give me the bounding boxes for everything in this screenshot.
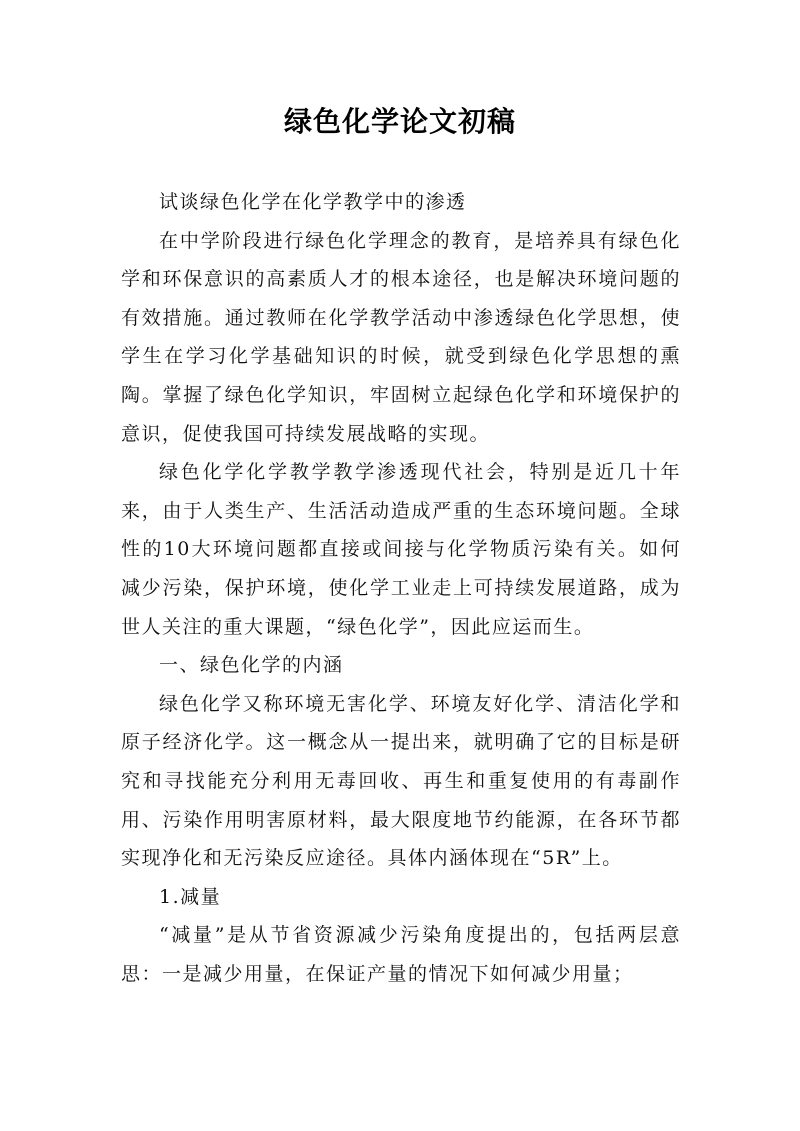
document-title: 绿色化学论文初稿 (283, 105, 516, 138)
document-body (121, 183, 681, 993)
paragraph-intro: 在中学阶段进行绿色化学理念的教育，是培养具有绿色化学和环保意识的高素质人才的根本途径，也是解决环境问题的有效措施。通过教师在化学教学活动中渗透绿色化学思想，使学生在学习化学基础知识的时候，就受到绿色化学思想的熏陶。掌握了绿色化学知识，牢固树立起绿色化学和环境保护的意识，促使我国可持续发展战略的实现。 (121, 229, 681, 445)
section-heading-1: 一、绿色化学的内涵 (159, 654, 344, 677)
paragraph-background: 绿色化学化学教学教学渗透现代社会，特别是近几十年来，由于人类生产、生活活动造成严重的生态环境问题。全球性的10大环境问题都直接或间接与化学物质污染有关。如何减少污染，保护环境，使化学工业走上可持续发展道路，成为世人关注的重大课题，“绿色化学”，因此应运而生。 (121, 461, 681, 638)
subsection-heading-reduce: 1.减量 (159, 885, 222, 908)
paragraph-subtitle: 试谈绿色化学在化学教学中的渗透 (159, 191, 467, 213)
paragraph-reduce: “减量”是从节省资源减少污染角度提出的，包括两层意思：一是减少用量，在保证产量的情况下如何减少用量； (121, 924, 681, 985)
paragraph-definition: 绿色化学又称环境无害化学、环境友好化学、清洁化学和原子经济化学。这一概念从一提出来，就明确了它的目标是研究和寻找能充分利用无毒回收、再生和重复使用的有毒副作用、污染作用明害原材料，最大限度地节约能源，在各环节都实现净化和无污染反应途径。具体内涵体现在“5R”上。 (121, 692, 681, 870)
